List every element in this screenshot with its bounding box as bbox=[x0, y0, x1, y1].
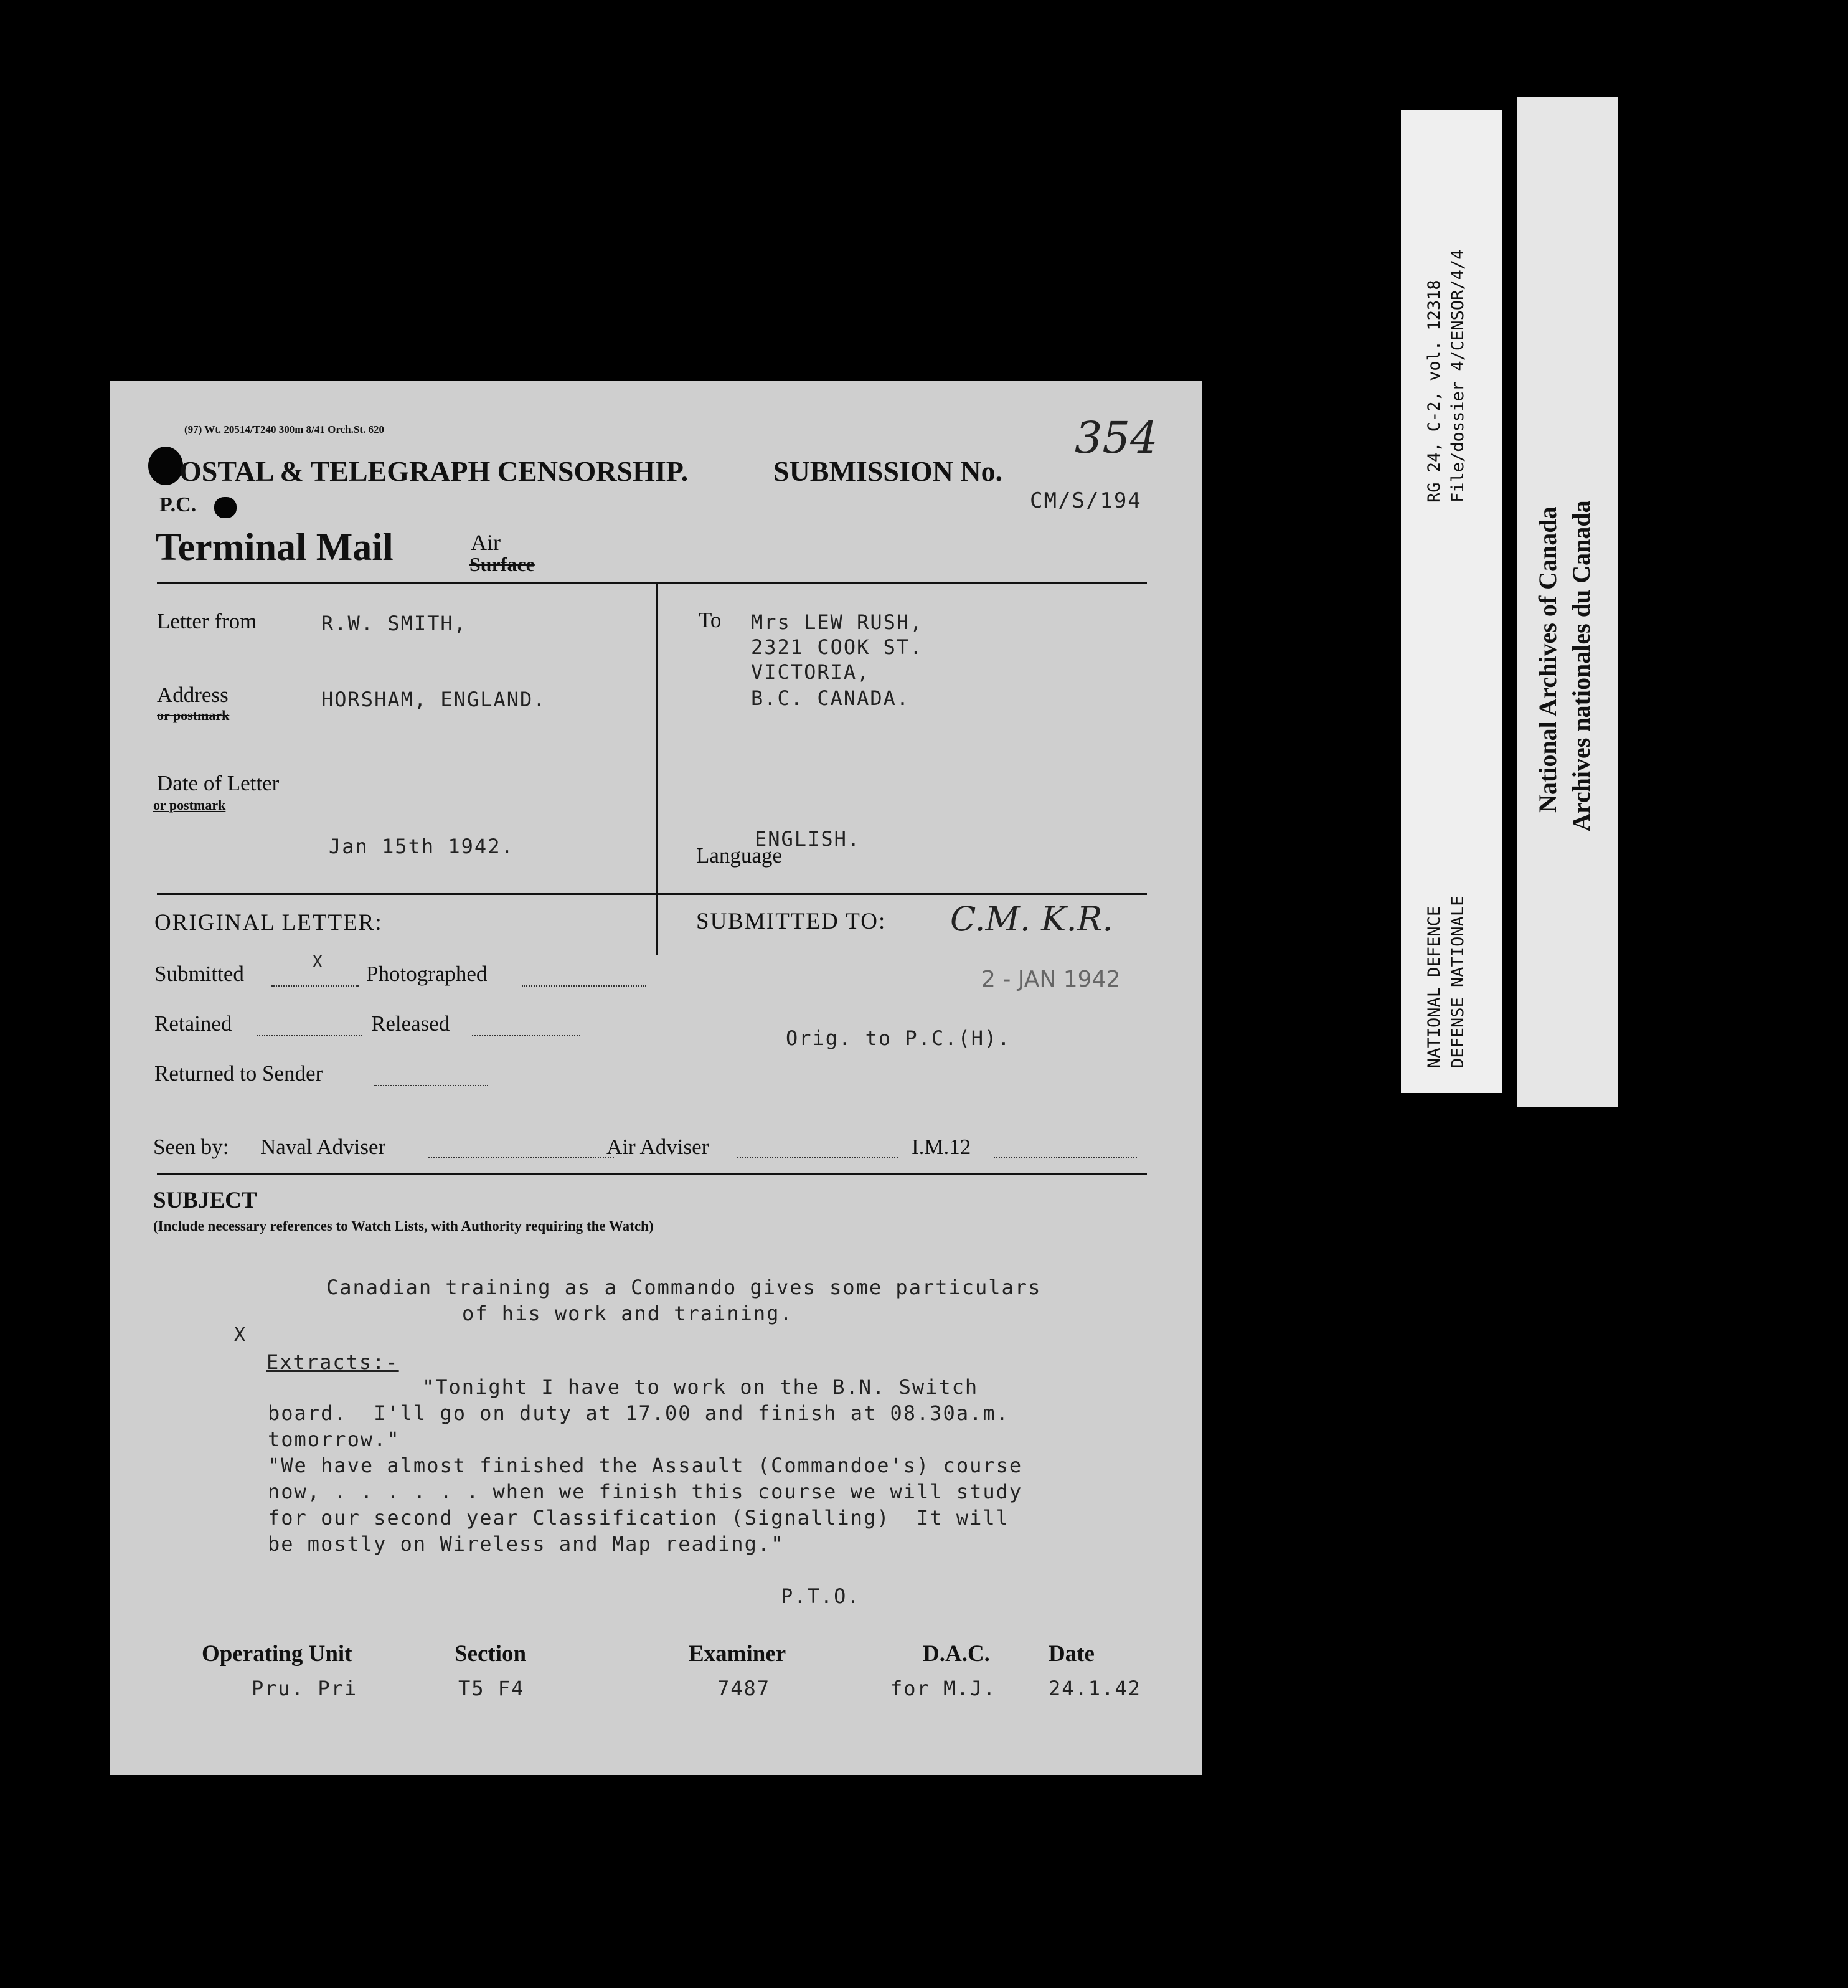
submitted-mark: X bbox=[313, 953, 324, 972]
ink-blot bbox=[214, 497, 237, 518]
submitted-to-handwriting: C.M. K.R. bbox=[950, 899, 1113, 939]
letter-from-label: Letter from bbox=[157, 609, 257, 633]
to-line-1: Mrs LEW RUSH, bbox=[751, 610, 923, 634]
submitted-label: Submitted bbox=[154, 962, 244, 986]
seen-by-label: Seen by: bbox=[153, 1135, 229, 1159]
x-mark: X bbox=[234, 1324, 247, 1346]
print-code: (97) Wt. 20514/T240 300m 8/41 Orch.St. 620 bbox=[184, 424, 384, 435]
date-postmark-label: or postmark bbox=[153, 797, 226, 813]
released-label: Released bbox=[371, 1011, 450, 1036]
pc-label: P.C. bbox=[159, 493, 197, 516]
submitted-to-label: SUBMITTED TO: bbox=[696, 909, 887, 934]
rule-middle bbox=[157, 893, 1147, 895]
footer-header-examiner: Examiner bbox=[689, 1641, 786, 1667]
naval-adviser-label: Naval Adviser bbox=[260, 1135, 386, 1159]
vertical-divider bbox=[656, 582, 658, 894]
retained-label: Retained bbox=[154, 1011, 232, 1036]
letter-from-value: R.W. SMITH, bbox=[321, 612, 467, 635]
subject-note: (Include necessary references to Watch Lists, with Authority requiring the Watch) bbox=[153, 1218, 654, 1234]
to-label: To bbox=[699, 608, 722, 632]
rule-lower bbox=[157, 1173, 1147, 1175]
extract-line-7: be mostly on Wireless and Map reading." bbox=[268, 1532, 785, 1556]
punch-hole bbox=[148, 447, 183, 485]
footer-header-date: Date bbox=[1049, 1641, 1095, 1667]
footer-value-dac: for M.J. bbox=[890, 1677, 997, 1700]
to-line-3: VICTORIA, bbox=[751, 660, 870, 684]
orig-note: Orig. to P.C.(H). bbox=[786, 1026, 1011, 1050]
surface-label: Surface bbox=[469, 553, 535, 575]
language-label: Language bbox=[696, 843, 782, 868]
extract-line-1: "Tonight I have to work on the B.N. Switch bbox=[422, 1375, 979, 1399]
archive-reference-strip bbox=[1401, 110, 1502, 1093]
date-value: Jan 15th 1942. bbox=[329, 835, 514, 858]
extract-line-2: board. I'll go on duty at 17.00 and finish at 08.30a.m. bbox=[268, 1401, 1009, 1425]
terminal-mail-title: Terminal Mail bbox=[156, 526, 394, 569]
subject-label: SUBJECT bbox=[153, 1188, 257, 1213]
submission-number: CM/S/194 bbox=[1030, 488, 1142, 513]
footer-header-operating-unit: Operating Unit bbox=[202, 1641, 352, 1667]
rule-top bbox=[157, 582, 1147, 584]
footer-value-operating-unit: Pru. Pri bbox=[252, 1677, 358, 1700]
submission-label: SUBMISSION No. bbox=[773, 455, 1003, 487]
address-value: HORSHAM, ENGLAND. bbox=[321, 688, 547, 711]
to-line-2: 2321 COOK ST. bbox=[751, 635, 923, 659]
air-label: Air bbox=[471, 530, 501, 555]
address-label: Address bbox=[157, 683, 229, 707]
national-archives-line-2: Archives nationales du Canada bbox=[1567, 500, 1595, 831]
subject-line-1: Canadian training as a Commando gives some particulars bbox=[326, 1276, 1042, 1299]
form-header: OSTAL & TELEGRAPH CENSORSHIP. bbox=[179, 455, 689, 487]
subject-line-2: of his work and training. bbox=[462, 1302, 793, 1325]
extract-line-5: now, . . . . . . when we finish this course we will study bbox=[268, 1480, 1023, 1503]
date-label: Date of Letter bbox=[157, 771, 280, 795]
extract-line-3: tomorrow." bbox=[268, 1427, 400, 1451]
footer-value-date: 24.1.42 bbox=[1049, 1677, 1141, 1700]
photographed-label: Photographed bbox=[366, 962, 488, 986]
language-value: ENGLISH. bbox=[755, 827, 861, 851]
to-line-4: B.C. CANADA. bbox=[751, 686, 910, 710]
national-archives-line-1: National Archives of Canada bbox=[1534, 506, 1562, 813]
air-adviser-label: Air Adviser bbox=[606, 1135, 709, 1159]
footer-header-section: Section bbox=[455, 1641, 527, 1667]
extract-line-6: for our second year Classification (Signalling) It will bbox=[268, 1506, 1009, 1530]
extract-line-4: "We have almost finished the Assault (Commandoe's) course bbox=[268, 1454, 1023, 1477]
department-line-2: DEFENSE NATIONALE bbox=[1448, 896, 1468, 1068]
handwritten-number: 354 bbox=[1075, 412, 1158, 463]
im-label: I.M.12 bbox=[912, 1135, 971, 1159]
footer-value-examiner: 7487 bbox=[717, 1677, 771, 1700]
national-archives-strip bbox=[1517, 97, 1618, 1107]
archive-ref-line-1: RG 24, C-2, vol. 12318 bbox=[1425, 280, 1444, 503]
censorship-form bbox=[110, 381, 1202, 1775]
footer-header-dac: D.A.C. bbox=[923, 1641, 990, 1667]
extracts-label: Extracts:- bbox=[266, 1350, 399, 1374]
footer-value-section: T5 F4 bbox=[458, 1677, 525, 1700]
vertical-divider-2 bbox=[656, 893, 658, 955]
address-postmark-label: or postmark bbox=[157, 708, 230, 723]
original-letter-label: ORIGINAL LETTER: bbox=[154, 910, 383, 935]
returned-label: Returned to Sender bbox=[154, 1061, 323, 1086]
archive-ref-line-2: File/dossier 4/CENSOR/4/4 bbox=[1448, 249, 1468, 503]
date-stamp: 2 - JAN 1942 bbox=[981, 967, 1121, 992]
department-line-1: NATIONAL DEFENCE bbox=[1425, 906, 1444, 1068]
pto: P.T.O. bbox=[781, 1584, 860, 1608]
